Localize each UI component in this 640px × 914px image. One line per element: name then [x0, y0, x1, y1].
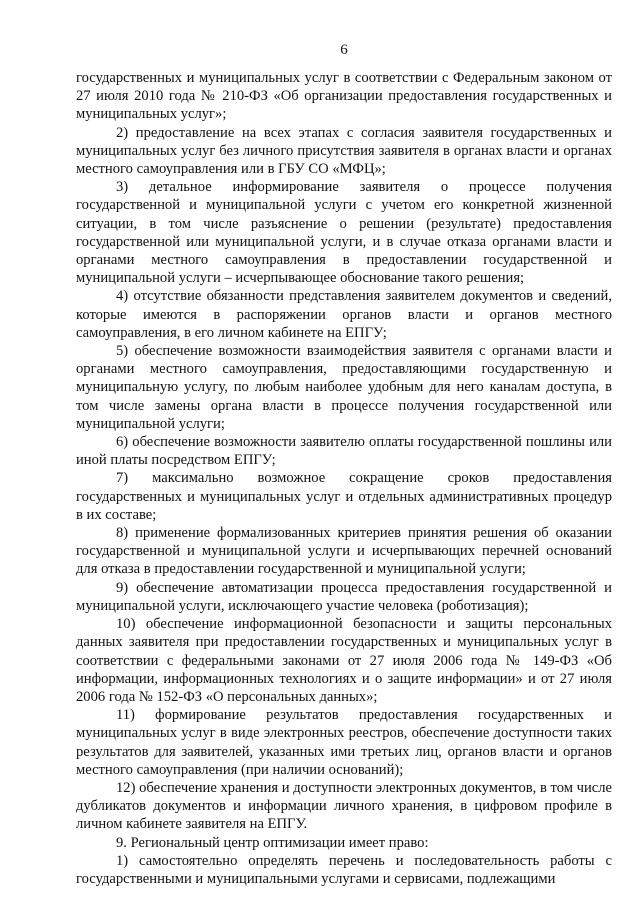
paragraph-item-3: 3) детальное информирование заявителя о процессе получения государственной и муниципальной услуги с учетом его конкретной жизненной ситуации, в том числе разъяснение о решении (результате) предоставления государственной или муниципальной услуги, и в случае отказа органами власти и органами местного самоуправления в предоставлении государственной и муниципальной услуги – исчерпывающее обоснование такого решения;: [76, 179, 612, 287]
paragraph-item-11: 11) формирование результатов предоставления государственных и муниципальных услуг в виде электронных реестров, обеспечение доступности таких результатов для заявителей, указанных ими третьих лиц, органов власти и органов местного самоуправления (при наличии оснований);: [76, 707, 612, 778]
page-number: 6: [340, 42, 348, 58]
paragraph-item-10: 10) обеспечение информационной безопасности и защиты персональных данных заявителя при предоставлении государственных и муниципальных услуг в соответствии с федеральными законами от 27 июля 2006 года № 149-ФЗ «Об информации, информационных технологиях и о защите информации» и от 27 июля 2006 года № 152-ФЗ «О персональных данных»;: [76, 616, 612, 705]
paragraph-item-9: 9) обеспечение автоматизации процесса предоставления государственной и муниципальной услуги, исключающего участие человека (роботизация);: [76, 579, 612, 614]
paragraph-item-2: 2) предоставление на всех этапах с согласия заявителя государственных и муниципальных услуг без личного присутствия заявителя в органах власти и органах местного самоуправления или в ГБУ СО «МФЦ»;: [76, 124, 612, 178]
paragraph-item-4: 4) отсутствие обязанности представления заявителем документов и сведений, которые имеются в распоряжении органов власти и органов местного самоуправления, в его личном кабинете на ЕПГУ;: [76, 288, 612, 341]
paragraph-item-7: 7) максимально возможное сокращение сроков предоставления государственных и муниципальных услуг и отдельных административных процедур в их составе;: [76, 470, 612, 523]
paragraph-continuation: государственных и муниципальных услуг в соответствии с Федеральным законом от 27 июля 2010 года № 210-ФЗ «Об организации предоставления государственных и муниципальных услуг»;: [76, 70, 612, 123]
paragraph-item-5: 5) обеспечение возможности взаимодействия заявителя с органами власти и органами местного самоуправления, предоставляющими государственную и муниципальную услугу, по любым наиболее удобным для него каналам доступа, в том числе замены органа власти в процессе получения государственной или муниципальной услуги;: [76, 343, 612, 432]
paragraph-item-12: 12) обеспечение хранения и доступности электронных документов, в том числе дубликатов документов и информации личного хранения, в цифровом профиле в личном кабинете заявителя на ЕПГУ.: [76, 779, 612, 833]
paragraph-item-6: 6) обеспечение возможности заявителю оплаты государственной пошлины или иной платы посредством ЕПГУ;: [76, 434, 612, 469]
paragraph-item-8: 8) применение формализованных критериев принятия решения об оказании государственной и муниципальной услуги и исчерпывающих перечней оснований для отказа в предоставлении государственной и муниципальной услуги;: [76, 525, 612, 578]
paragraph-right-1: 1) самостоятельно определять перечень и последовательность работы с государственными и муниципальными услугами и сервисами, подлежащими: [76, 852, 612, 887]
section-heading-9: 9. Региональный центр оптимизации имеет право:: [116, 834, 429, 851]
